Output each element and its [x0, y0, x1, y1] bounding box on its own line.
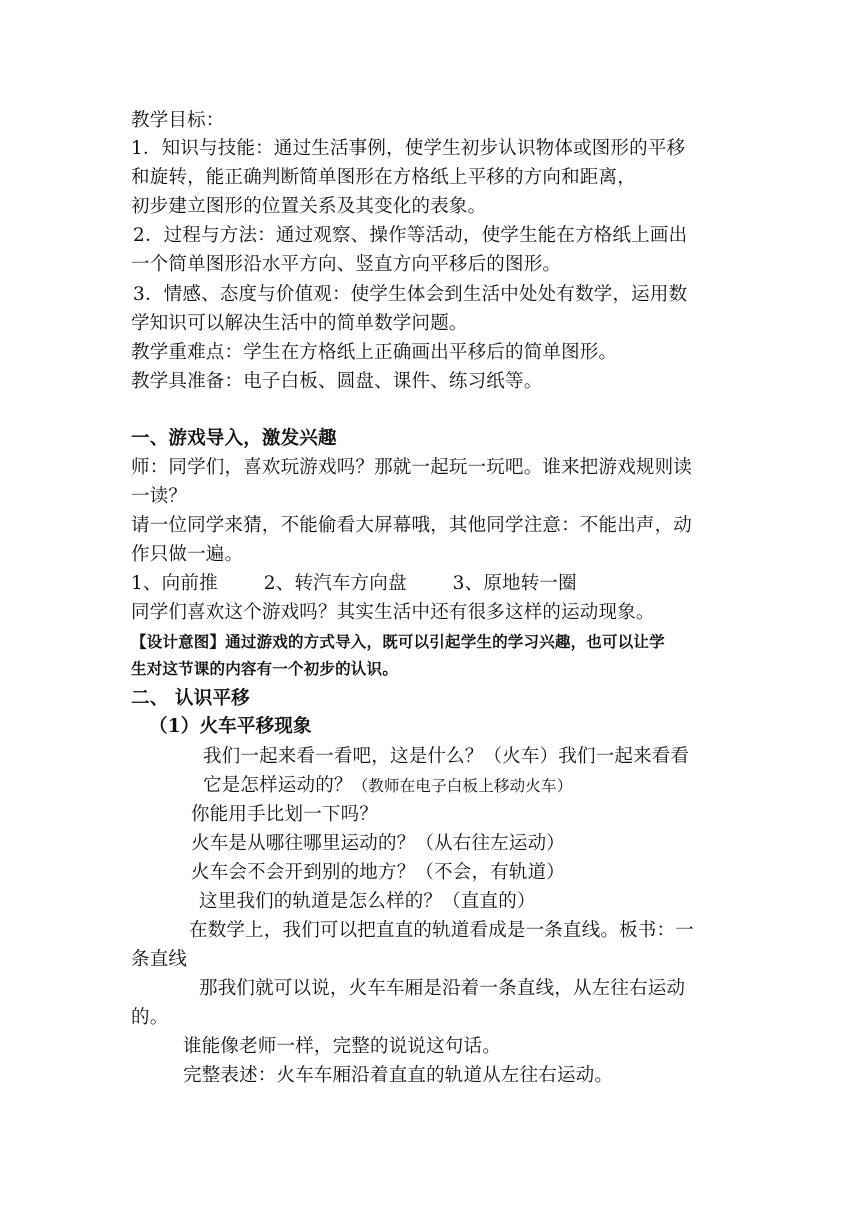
teacher-note: （教师在电子白板上移动火车） [352, 777, 573, 795]
objective-1-line-2: 和旋转，能正确判断简单图形在方格纸上平移的方向和距离， [131, 167, 636, 188]
dialog-line-2-main: 它是怎样运动的？ [203, 775, 353, 796]
game-action-3: 3、原地转一圈 [452, 573, 577, 594]
objective-1-line-1: 1．知识与技能：通过生活事例，使学生初步认识物体或图形的平移 [131, 138, 686, 159]
dialog-line-9: 谁能像老师一样，完整的说说这句话。 [183, 1036, 501, 1057]
game-action-1: 1、向前推 [131, 573, 218, 594]
objective-3-line-1: 3．情感、态度与价值观：使学生体会到生活中处处有数学，运用数 [133, 284, 688, 305]
dialog-line-4: 火车是从哪往哪里运动的？（从右往左运动） [191, 833, 566, 854]
section-1-paragraph-2-line-2: 作只做一遍。 [131, 544, 244, 565]
materials: 教学具准备：电子白板、圆盘、课件、练习纸等。 [131, 371, 543, 392]
design-intent-line-2: 生对这节课的内容有一个初步的认识。 [131, 659, 398, 678]
objectives-heading: 教学目标： [131, 110, 225, 131]
design-intent-line-1: 【设计意图】通过游戏的方式导入，既可以引起学生的学习兴趣，也可以让学 [131, 632, 665, 651]
objective-2-line-2: 一个简单图形沿水平方向、竖直方向平移后的图形。 [131, 254, 562, 275]
dialog-line-8-line-2: 的。 [131, 1007, 169, 1028]
dialog-line-3: 你能用手比划一下吗？ [191, 804, 379, 825]
dialog-line-5: 火车会不会开到别的地方？（不会，有轨道） [191, 862, 566, 883]
dialog-line-10: 完整表述：火车车厢沿着直直的轨道从左往右运动。 [183, 1065, 614, 1086]
game-action-2: 2、转汽车方向盘 [263, 573, 407, 594]
section-1-paragraph-3: 同学们喜欢这个游戏吗？其实生活中还有很多这样的运动现象。 [131, 602, 655, 623]
objective-2-line-1: 2．过程与方法：通过观察、操作等活动，使学生能在方格纸上画出 [133, 225, 688, 246]
game-actions [131, 572, 577, 596]
dialog-line-2 [203, 774, 572, 798]
dialog-line-8-line-1: 那我们就可以说，火车车厢是沿着一条直线，从左往右运动 [199, 978, 686, 999]
section-1-paragraph-1-line-2: 一读？ [131, 486, 188, 507]
objective-3-line-2: 学知识可以解决生活中的简单数学问题。 [131, 313, 468, 334]
section-1-paragraph-2-line-1: 请一位同学来猜，不能偷看大屏幕哦，其他同学注意：不能出声，动 [131, 515, 693, 536]
section-1-title: 一、游戏导入，激发兴趣 [131, 428, 337, 449]
section-1-paragraph-1-line-1: 师：同学们，喜欢玩游戏吗？那就一起玩一玩吧。谁来把游戏规则读 [131, 457, 693, 478]
section-2-title: 二、 认识平移 [131, 688, 250, 709]
dialog-line-1: 我们一起来看一看吧，这是什么？（火车）我们一起来看看 [203, 746, 690, 767]
dialog-line-7-line-1: 在数学上，我们可以把直直的轨道看成是一条直线。板书：一 [189, 920, 694, 941]
key-points: 教学重难点：学生在方格纸上正确画出平移后的简单图形。 [131, 342, 618, 363]
objective-1-line-3: 初步建立图形的位置关系及其变化的表象。 [131, 196, 487, 217]
dialog-line-6: 这里我们的轨道是怎么样的？（直直的） [199, 891, 536, 912]
dialog-line-7-line-2: 条直线 [131, 949, 188, 970]
subsection-1-title: （1）火车平移现象 [149, 716, 312, 737]
